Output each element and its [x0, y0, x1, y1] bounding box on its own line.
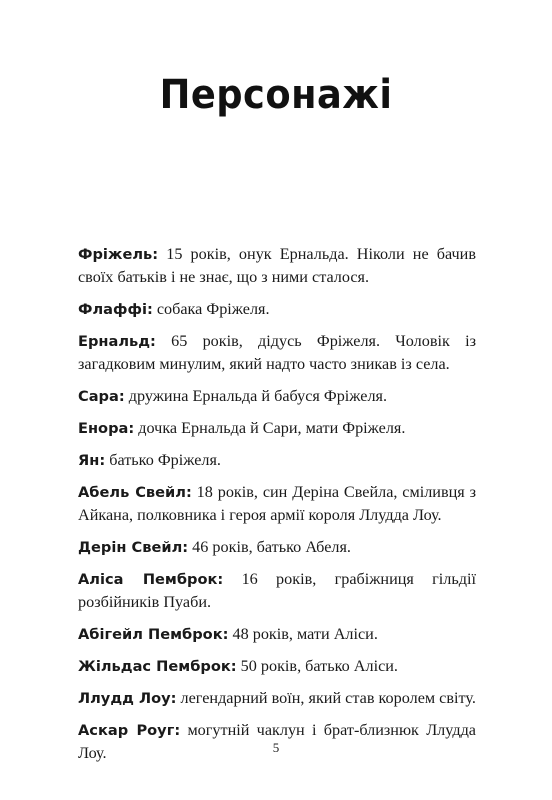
character-description: собака Фріжеля. [152, 300, 270, 318]
character-entry [78, 568, 476, 614]
character-name: Дерін Свейл: [78, 539, 189, 556]
character-name: Фріжель: [78, 246, 159, 263]
character-entry [78, 623, 476, 646]
character-description: 46 років, батько Абеля. [188, 538, 351, 556]
character-description: 50 років, батько Аліси. [236, 657, 398, 675]
character-name: Флаффі: [78, 301, 153, 318]
character-entry [78, 687, 476, 710]
character-description: 65 років, дідусь Фріжеля. Чоловік із загадковим минулим, який надто часто зникав із села. [78, 332, 476, 373]
character-name: Аліса Пемброк: [78, 571, 224, 588]
page-number: 5 [272, 740, 280, 755]
character-entry [78, 536, 476, 559]
character-entry [78, 481, 476, 527]
character-name: Ллудд Лоу: [78, 690, 177, 707]
character-description: 16 років, грабіжниця гільдії розбійників Пуаби. [78, 570, 476, 611]
character-entry [78, 449, 476, 472]
character-name: Ернальд: [78, 333, 156, 350]
character-name: Енора: [78, 420, 135, 437]
character-entry [78, 330, 476, 376]
character-description: легендарний воїн, який став королем світу. [176, 689, 476, 707]
character-description: могутній чаклун і брат-близнюк Ллудда Лоу. [78, 721, 476, 762]
character-name: Сара: [78, 388, 125, 405]
page-title: Персонажі [159, 72, 393, 118]
character-description: дружина Ернальда й бабуся Фріжеля. [124, 387, 388, 405]
character-description: 18 років, син Деріна Свейла, сміливця з Айкана, полковника і героя армії короля Ллудда Лоу. [78, 483, 476, 524]
character-name: Абігейл Пемброк: [78, 626, 229, 643]
character-name: Жільдас Пемброк: [78, 658, 237, 675]
character-description: батько Фріжеля. [105, 451, 221, 469]
character-entry [78, 243, 476, 289]
character-entry [78, 385, 476, 408]
character-entry [78, 298, 476, 321]
character-description: дочка Ернальда й Сари, мати Фріжеля. [134, 419, 406, 437]
character-name: Аскар Роуг: [78, 722, 181, 739]
character-entry [78, 417, 476, 440]
character-list [78, 243, 476, 774]
character-description: 15 років, онук Ернальда. Ніколи не бачив своїх батьків і не знає, що з ними сталося. [78, 245, 476, 286]
character-name: Абель Свейл: [78, 484, 192, 501]
character-description: 48 років, мати Аліси. [228, 625, 378, 643]
character-name: Ян: [78, 452, 106, 469]
character-entry [78, 655, 476, 678]
